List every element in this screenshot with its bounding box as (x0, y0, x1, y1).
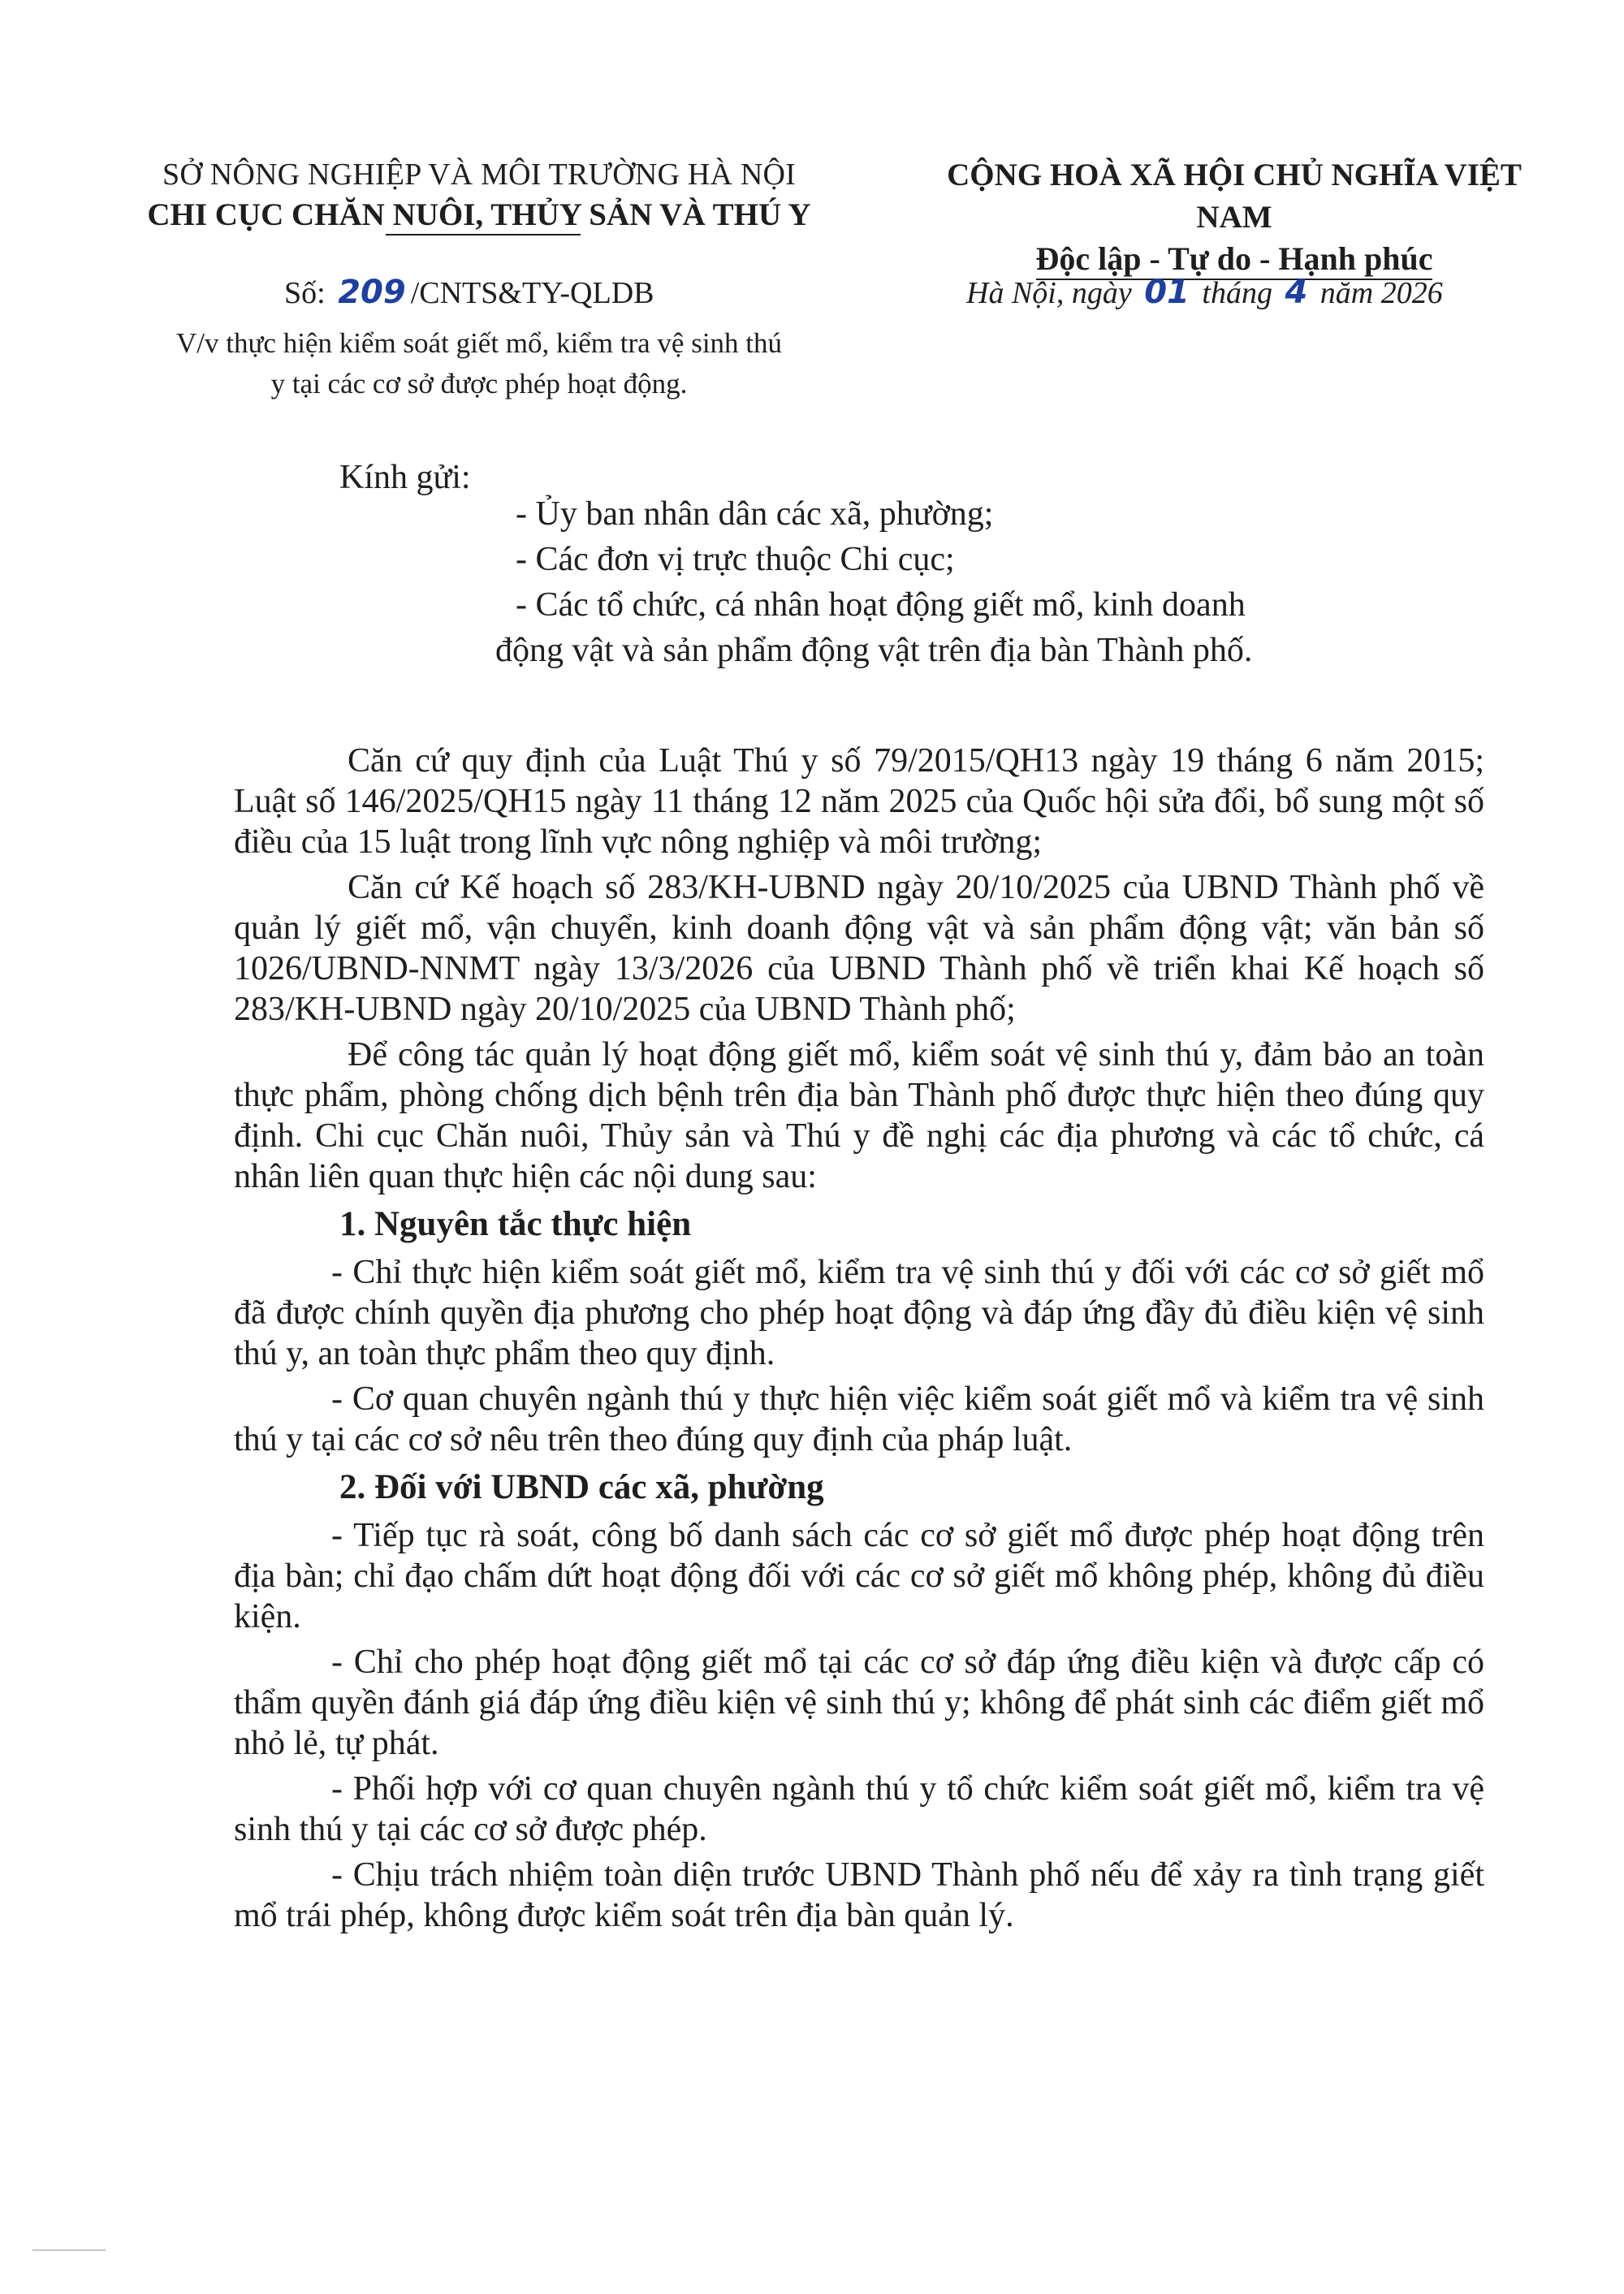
subject-line-2: y tại các cơ sở được phép hoạt động. (270, 368, 688, 400)
section-1-heading: 1. Nguyên tắc thực hiện (339, 1205, 692, 1243)
parent-agency: SỞ NÔNG NGHIỆP VÀ MÔI TRƯỜNG HÀ NỘI (162, 158, 796, 192)
national-motto: Độc lập - Tự do - Hạnh phúc (1036, 240, 1433, 280)
date-month-handwritten: 4 (1285, 274, 1308, 311)
date-month-label: tháng (1202, 276, 1272, 310)
section-2-item: - Phối hợp với cơ quan chuyên ngành thú y tổ chức kiểm soát giết mổ, kiểm tra vệ sinh thú y tại các cơ sở được phép. (234, 1770, 1484, 1848)
agency-name: CHI CỤC CHĂN NUÔI, THỦY SẢN VÀ THÚ Y (147, 197, 811, 232)
section-2-item: - Tiếp tục rà soát, công bố danh sách các cơ sở giết mổ được phép hoạt động trên địa bàn; chỉ đạo chấm dứt hoạt động đối với các cơ sở giết mổ không phép, không đủ điều kiện. (234, 1517, 1484, 1635)
country-name: CỘNG HOÀ XÃ HỘI CHỦ NGHĨA VIỆT NAM (947, 158, 1522, 235)
document-date (966, 272, 1443, 313)
doc-number-handwritten: 209 (338, 274, 406, 311)
section-2-item: - Chỉ cho phép hoạt động giết mổ tại các cơ sở đáp ứng điều kiện và được cấp có thẩm quyền đánh giá đáp ứng điều kiện vệ sinh thú y; không để phát sinh các điểm giết mổ nhỏ lẻ, tự phát. (234, 1644, 1484, 1762)
section-1-item: - Chỉ thực hiện kiểm soát giết mổ, kiểm tra vệ sinh thú y đối với các cơ sở giết mổ đã được chính quyền địa phương cho phép hoạt động và đáp ứng đầy đủ điều kiện vệ sinh thú y, an toàn thực phẩm theo quy định. (234, 1254, 1484, 1372)
scan-edge-mark (32, 2249, 106, 2251)
section-2-item: - Chịu trách nhiệm toàn diện trước UBND Thành phố nếu để xảy ra tình trạng giết mổ trái phép, không được kiểm soát trên địa bàn quản lý. (234, 1856, 1484, 1934)
date-day-handwritten: 01 (1144, 274, 1190, 311)
date-place-prefix: Hà Nội, ngày (966, 276, 1132, 310)
recipient-item: - Ủy ban nhân dân các xã, phường; (516, 495, 994, 533)
recipients-label: Kính gửi: (339, 459, 471, 496)
recipient-item: - Các tổ chức, cá nhân hoạt động giết mổ, kinh doanh (516, 586, 1246, 624)
recipients-list (438, 491, 1413, 673)
date-year: năm 2026 (1320, 276, 1443, 310)
recipient-item-continued: động vật và sản phẩm động vật trên địa bàn Thành phố. (495, 632, 1253, 669)
legal-basis-paragraph-2: Căn cứ Kế hoạch số 283/KH-UBND ngày 20/10/2025 của UBND Thành phố về quản lý giết mổ, vận chuyển, kinh doanh động vật và sản phẩm động vật; văn bản số 1026/UBND-NNMT ngày 13/3/2026 của UBND Thành phố về triển khai Kế hoạch số 283/KH-UBND ngày 20/10/2025 của UBND Thành phố; (234, 869, 1484, 1028)
issuing-agency (122, 154, 836, 235)
section-2-heading: 2. Đối với UBND các xã, phường (339, 1468, 824, 1506)
recipient-item: - Các đơn vị trực thuộc Chi cục; (516, 541, 955, 578)
purpose-paragraph: Để công tác quản lý hoạt động giết mổ, kiểm soát vệ sinh thú y, đảm bảo an toàn thực phẩm, phòng chống dịch bệnh trên địa bàn Thành phố được thực hiện theo đúng quy định. Chi cục Chăn nuôi, Thủy sản và Thú y đề nghị các địa phương và các tổ chức, cá nhân liên quan thực hiện các nội dung sau: (234, 1036, 1484, 1195)
national-heading (909, 154, 1559, 281)
section-1-item: - Cơ quan chuyên ngành thú y thực hiện việc kiểm soát giết mổ và kiểm tra vệ sinh thú y tại các cơ sở nêu trên theo đúng quy định của pháp luật. (234, 1380, 1484, 1458)
agency-underline (386, 234, 581, 235)
legal-basis-paragraph-1: Căn cứ quy định của Luật Thú y số 79/2015/QH13 ngày 19 tháng 6 năm 2015; Luật số 146/2025/QH15 ngày 11 tháng 12 năm 2025 của Quốc hội sửa đổi, bổ sung một số điều của 15 luật trong lĩnh vực nông nghiệp và môi trường; (234, 742, 1484, 861)
document-number (284, 272, 654, 313)
doc-number-prefix: Số: (284, 276, 326, 310)
doc-number-suffix: /CNTS&TY-QLDB (410, 276, 654, 310)
subject-line-1: V/v thực hiện kiểm soát giết mổ, kiểm tra vệ sinh thú (175, 327, 783, 359)
document-subject (122, 323, 836, 404)
document-body (234, 741, 1484, 1941)
